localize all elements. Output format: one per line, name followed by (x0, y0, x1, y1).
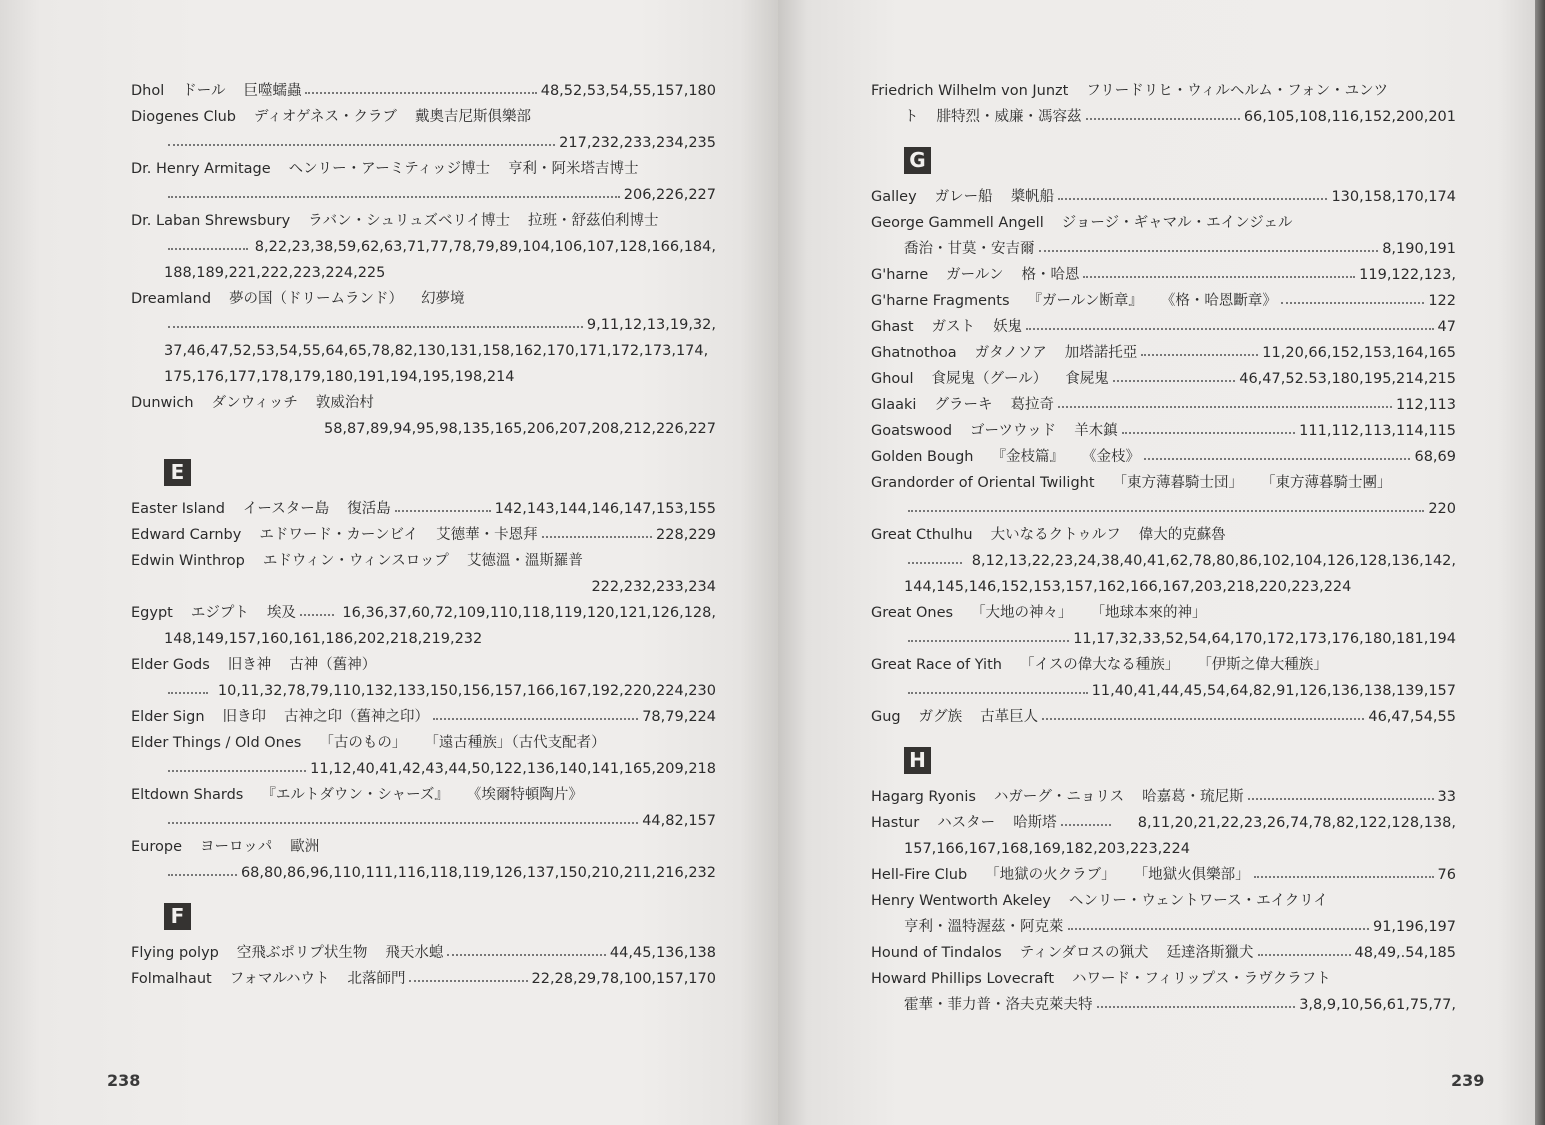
leader-dots (1258, 954, 1351, 956)
entry-pages-cont: 175,176,177,178,179,180,191,194,195,198,214 (164, 369, 515, 385)
entry-pages: 217,232,233,234,235 (559, 135, 716, 151)
leader-dots (908, 640, 1069, 642)
entry-english: Europe (131, 839, 182, 855)
entry-english: Dhol (131, 83, 165, 99)
entry-english: Ghatnothoa (871, 345, 957, 361)
entry-pages: 8,12,13,22,23,24,38,40,41,62,78,80,86,102,104,126,128,136,142, (971, 553, 1456, 569)
entry-japanese: ティンダロスの猟犬 (1019, 945, 1149, 961)
index-entry (131, 548, 716, 600)
entry-english: Hastur (871, 815, 920, 831)
entry-chinese: 亨利・阿米塔吉博士 (508, 161, 639, 177)
entry-chinese: 古革巨人 (980, 709, 1039, 725)
index-entry (131, 104, 716, 156)
entry-pages: 58,87,89,94,95,98,135,165,206,207,208,212,226,227 (323, 421, 716, 437)
leader-dots (447, 954, 606, 956)
entry-chinese: 偉大的克蘇魯 (1138, 527, 1226, 543)
entry-japanese: 「古のもの」 (319, 735, 407, 751)
entry-pages: 68,69 (1414, 449, 1456, 465)
entry-chinese: 歐洲 (290, 839, 320, 855)
entry-pages-cont: 148,149,157,160,161,186,202,218,219,232 (164, 631, 483, 647)
entry-pages: 66,105,108,116,152,200,201 (1243, 109, 1456, 125)
entry-english: Elder Things / Old Ones (131, 735, 302, 751)
leader-dots (908, 562, 962, 564)
entry-english: Dr. Henry Armitage (131, 161, 271, 177)
entry-english: Flying polyp (131, 945, 219, 961)
entry-chinese: 「伊斯之偉大種族」 (1197, 657, 1328, 673)
page-number-left: 238 (107, 1071, 141, 1090)
section-letter-h: H (904, 747, 931, 774)
entry-chinese: 幻夢境 (421, 291, 465, 307)
leader-dots (1254, 876, 1434, 878)
leader-dots (1042, 718, 1364, 720)
entry-chinese: 妖鬼 (993, 319, 1023, 335)
entry-english: Great Race of Yith (871, 657, 1002, 673)
entry-english: Grandorder of Oriental Twilight (871, 475, 1095, 491)
leader-dots (409, 980, 527, 982)
entry-chinese: 霍華・菲力普・洛夫克萊夫特 (904, 997, 1093, 1013)
entry-japanese: 「東方薄暮騎士団」 (1112, 475, 1244, 491)
index-entry (871, 652, 1456, 704)
entry-chinese: 戴奧吉尼斯俱樂部 (415, 109, 531, 125)
leader-dots (542, 536, 652, 538)
entry-english: Hagarg Ryonis (871, 789, 976, 805)
entry-pages: 48,52,53,54,55,157,180 (540, 83, 716, 99)
entry-japanese: ハガーグ・ニョリス (993, 789, 1125, 805)
entry-pages: 222,232,233,234 (591, 579, 716, 595)
entry-english: Elder Sign (131, 709, 205, 725)
index-entry (871, 340, 1456, 366)
entry-pages: 44,45,136,138 (609, 945, 716, 961)
index-entry (871, 600, 1456, 652)
leader-dots (305, 92, 536, 94)
entry-japanese: ドール (182, 83, 226, 99)
entry-chinese: 腓特烈・威廉・馮容茲 (936, 109, 1082, 125)
entry-chinese: 槳帆船 (1010, 189, 1055, 205)
index-entry (131, 208, 716, 286)
index-entry (131, 78, 716, 104)
index-entry (871, 862, 1456, 888)
entry-japanese: 旧き神 (227, 657, 272, 673)
leader-dots (168, 144, 555, 146)
entry-english: Dr. Laban Shrewsbury (131, 213, 291, 229)
entry-japanese: ヨーロッパ (200, 839, 273, 855)
entry-chinese: 葛拉奇 (1010, 397, 1054, 413)
leader-dots (395, 510, 491, 512)
entry-japanese: ディオゲネス・クラブ (254, 109, 397, 125)
index-entry (871, 288, 1456, 314)
leader-dots (168, 326, 583, 328)
leader-dots (1061, 824, 1111, 826)
entry-pages-cont: 157,166,167,168,169,182,203,223,224 (904, 841, 1190, 857)
leader-dots (1068, 928, 1369, 930)
index-entry (131, 390, 716, 442)
leader-dots (168, 874, 237, 876)
entry-japanese: ヘンリー・ウェントワース・エイクリイ (1068, 893, 1328, 909)
index-entry (871, 888, 1456, 940)
entry-english: Ghoul (871, 371, 914, 387)
entry-chinese: 北落師門 (347, 971, 406, 987)
entry-english: Howard Phillips Lovecraft (871, 971, 1055, 987)
entry-english: Edwin Winthrop (131, 553, 245, 569)
entry-japanese: 旧き印 (222, 709, 267, 725)
leader-dots (1039, 250, 1379, 252)
leader-dots (433, 718, 638, 720)
entry-japanese: ヘンリー・アーミティッジ博士 (288, 161, 491, 177)
entry-english: George Gammell Angell (871, 215, 1044, 231)
entry-pages: 11,17,32,33,52,54,64,170,172,173,176,180,181,194 (1073, 631, 1456, 647)
index-entry (871, 522, 1456, 600)
entry-chinese: 加塔諾托亞 (1064, 345, 1138, 361)
index-entry (871, 470, 1456, 522)
entry-chinese: 埃及 (266, 605, 296, 621)
entry-pages: 130,158,170,174 (1331, 189, 1456, 205)
entry-english: Great Cthulhu (871, 527, 973, 543)
entry-chinese: 古神之印（舊神之印） (284, 709, 430, 725)
entry-japanese: エドウィン・ウィンスロップ (262, 553, 449, 569)
entry-chinese: 艾德溫・溫斯羅普 (466, 553, 583, 569)
entry-japanese: フリードリヒ・ウィルヘルム・フォン・ユンツ (1086, 83, 1389, 99)
entry-chinese: 《金枝》 (1081, 449, 1140, 465)
leader-dots (168, 822, 638, 824)
section-letter-f: F (164, 903, 191, 930)
right-page (778, 0, 1535, 1125)
index-entry (871, 210, 1456, 262)
entry-chinese: 艾德華・卡恩拜 (436, 527, 538, 543)
entry-pages: 9,11,12,13,19,32, (586, 317, 716, 333)
entry-chinese: 「遠古種族」（古代支配者） (424, 735, 606, 751)
entry-japanese-cont: ト (904, 109, 919, 125)
entry-japanese: ダンウィッチ (211, 395, 298, 411)
entry-chinese: 羊木鎮 (1074, 423, 1118, 439)
entry-english: Great Ones (871, 605, 954, 621)
entry-japanese: ラバン・シュリュズベリイ博士 (308, 213, 511, 229)
index-entry (871, 78, 1456, 130)
entry-chinese: 敦威治村 (315, 395, 374, 411)
entry-japanese: ガタノソア (974, 345, 1047, 361)
entry-japanese: イースター島 (242, 501, 330, 517)
entry-english: Easter Island (131, 501, 225, 517)
entry-japanese: フォマルハウト (229, 971, 330, 987)
leader-dots (168, 248, 248, 250)
entry-pages: 220 (1428, 501, 1456, 517)
leader-dots (168, 770, 306, 772)
entry-english: G'harne (871, 267, 929, 283)
leader-dots (1026, 328, 1433, 330)
entry-japanese: エジプト (190, 605, 249, 621)
entry-japanese: ガレー船 (934, 189, 993, 205)
index-entry (871, 940, 1456, 966)
entry-japanese: 夢の国（ドリームランド） (229, 291, 404, 307)
entry-japanese: ガールン (946, 267, 1004, 283)
entry-pages: 228,229 (656, 527, 716, 543)
entry-pages: 11,12,40,41,42,43,44,50,122,136,140,141,165,209,218 (310, 761, 716, 777)
entry-pages: 91,196,197 (1372, 919, 1456, 935)
leader-dots (908, 510, 1424, 512)
index-entry (131, 834, 716, 886)
entry-pages: 11,20,66,152,153,164,165 (1262, 345, 1456, 361)
entry-pages: 48,49,.54,185 (1354, 945, 1456, 961)
index-entries-right (871, 78, 1456, 1018)
entry-japanese: ハワード・フィリップス・ラヴクラフト (1072, 971, 1331, 987)
index-entry (871, 262, 1456, 288)
entry-pages: 68,80,86,96,110,111,116,118,119,126,137,150,210,211,216,232 (240, 865, 716, 881)
leader-dots (1141, 354, 1258, 356)
entry-english: Egypt (131, 605, 173, 621)
index-entry (871, 704, 1456, 730)
entry-chinese: 「地球本來的神」 (1090, 605, 1207, 621)
index-entry (131, 156, 716, 208)
entry-english: Gug (871, 709, 901, 725)
book-edge (1535, 0, 1545, 1125)
entry-japanese: 大いなるクトゥルフ (990, 527, 1121, 543)
entry-japanese: 『金枝篇』 (991, 449, 1064, 465)
entry-japanese: 「地獄の火クラブ」 (985, 867, 1116, 883)
index-entries-left (131, 78, 716, 992)
leader-dots (1086, 118, 1240, 120)
entry-pages: 16,36,37,60,72,109,110,118,119,120,121,126,128, (342, 605, 716, 621)
entry-chinese: 「地獄火俱樂部」 (1133, 867, 1250, 883)
leader-dots (168, 196, 620, 198)
page-number-right: 239 (1451, 1071, 1485, 1090)
entry-pages: 78,79,224 (642, 709, 716, 725)
index-entry (131, 522, 716, 548)
entry-english: Hound of Tindalos (871, 945, 1002, 961)
entry-english: Edward Carnby (131, 527, 242, 543)
entry-pages: 111,112,113,114,115 (1299, 423, 1456, 439)
index-entry (131, 496, 716, 522)
entry-pages-cont: 188,189,221,222,223,224,225 (164, 265, 386, 281)
entry-japanese: ガグ族 (918, 709, 963, 725)
entry-english: Elder Gods (131, 657, 210, 673)
entry-pages: 44,82,157 (642, 813, 716, 829)
entry-chinese: 廷達洛斯獵犬 (1166, 945, 1254, 961)
index-entry (131, 652, 716, 704)
leader-dots (1097, 1006, 1296, 1008)
index-entry (131, 940, 716, 966)
entry-english: Golden Bough (871, 449, 974, 465)
entry-japanese: 「イスの偉大なる種族」 (1019, 657, 1180, 673)
entry-pages: 22,28,29,78,100,157,170 (531, 971, 716, 987)
entry-pages: 76 (1437, 867, 1456, 883)
entry-pages: 119,122,123, (1359, 267, 1456, 283)
entry-chinese: 「東方薄暮騎士團」 (1261, 475, 1392, 491)
index-entry (871, 784, 1456, 810)
leader-dots (908, 692, 1088, 694)
index-entry (871, 444, 1456, 470)
entry-pages: 206,226,227 (623, 187, 716, 203)
entry-japanese: 食屍鬼（グール） (931, 371, 1048, 387)
index-entry (131, 966, 716, 992)
index-entry (871, 392, 1456, 418)
index-entry (871, 810, 1456, 862)
entry-english: Folmalhaut (131, 971, 212, 987)
leader-dots (1083, 276, 1355, 278)
section-letter-e: E (164, 459, 191, 486)
entry-chinese: 巨噬蠕蟲 (243, 83, 302, 99)
entry-pages: 142,143,144,146,147,153,155 (494, 501, 716, 517)
entry-pages: 8,11,20,21,22,23,26,74,78,82,122,128,138, (1137, 815, 1456, 831)
entry-chinese: 古神（舊神） (289, 657, 377, 673)
entry-japanese: エドワード・カーンビイ (259, 527, 419, 543)
entry-english: G'harne Fragments (871, 293, 1010, 309)
entry-english: Diogenes Club (131, 109, 237, 125)
entry-pages: 8,190,191 (1382, 241, 1456, 257)
entry-japanese: 『ガールン断章』 (1027, 293, 1143, 309)
entry-chinese: 哈斯塔 (1013, 815, 1057, 831)
entry-pages: 11,40,41,44,45,54,64,82,91,126,136,138,139,157 (1091, 683, 1456, 699)
entry-chinese: 復活島 (347, 501, 391, 517)
entry-pages: 3,8,9,10,56,61,75,77, (1299, 997, 1456, 1013)
leader-dots (1058, 198, 1327, 200)
entry-chinese: 喬治・甘莫・安吉爾 (904, 241, 1035, 257)
entry-chinese: 食屍鬼 (1065, 371, 1109, 387)
entry-japanese: 「大地の神々」 (971, 605, 1073, 621)
entry-english: Glaaki (871, 397, 917, 413)
index-entry (131, 730, 716, 782)
index-entry (871, 966, 1456, 1018)
entry-english: Friedrich Wilhelm von Junzt (871, 83, 1069, 99)
entry-english: Goatswood (871, 423, 953, 439)
entry-english: Dreamland (131, 291, 212, 307)
entry-pages: 33 (1437, 789, 1456, 805)
index-entry (131, 600, 716, 652)
leader-dots (1281, 302, 1424, 304)
entry-pages: 8,22,23,38,59,62,63,71,77,78,79,89,104,106,107,128,166,184, (254, 239, 716, 255)
entry-pages-cont: 37,46,47,52,53,54,55,64,65,78,82,130,131,158,162,170,171,172,173,174, (164, 343, 709, 359)
entry-chinese: 亨利・溫特渥茲・阿克萊 (904, 919, 1064, 935)
entry-japanese: ハスター (937, 815, 996, 831)
entry-chinese: 飛天水螅 (385, 945, 444, 961)
index-entry (871, 184, 1456, 210)
entry-english: Hell-Fire Club (871, 867, 968, 883)
entry-chinese: 拉班・舒茲伯利博士 (528, 213, 659, 229)
leader-dots (300, 614, 334, 616)
entry-japanese: グラーキ (934, 397, 993, 413)
entry-japanese: ゴーツウッド (970, 423, 1057, 439)
index-entry (871, 314, 1456, 340)
leader-dots (168, 692, 208, 694)
entry-pages-cont: 144,145,146,152,153,157,162,166,167,203,218,220,223,224 (904, 579, 1352, 595)
entry-chinese: 《埃爾特頓陶片》 (466, 787, 583, 803)
entry-chinese: 《格・哈恩斷章》 (1160, 293, 1277, 309)
index-entry (871, 418, 1456, 444)
leader-dots (1248, 798, 1434, 800)
leader-dots (1144, 458, 1411, 460)
entry-chinese: 哈嘉葛・琉尼斯 (1142, 789, 1244, 805)
leader-dots (1122, 432, 1295, 434)
index-entry (131, 704, 716, 730)
index-entry (131, 286, 716, 390)
entry-pages: 112,113 (1396, 397, 1456, 413)
entry-pages: 10,11,32,78,79,110,132,133,150,156,157,166,167,192,220,224,230 (217, 683, 716, 699)
entry-pages: 46,47,52.53,180,195,214,215 (1239, 371, 1456, 387)
entry-japanese: ガスト (931, 319, 976, 335)
entry-japanese: 空飛ぶポリプ状生物 (236, 945, 368, 961)
index-entry (871, 366, 1456, 392)
entry-english: Galley (871, 189, 917, 205)
entry-japanese: ジョージ・ギャマル・エインジェル (1061, 215, 1293, 231)
entry-pages: 47 (1437, 319, 1456, 335)
entry-japanese: 『エルトダウン・シャーズ』 (261, 787, 449, 803)
entry-english: Ghast (871, 319, 914, 335)
section-letter-g: G (904, 147, 931, 174)
entry-english: Henry Wentworth Akeley (871, 893, 1051, 909)
index-entry (131, 782, 716, 834)
entry-english: Dunwich (131, 395, 194, 411)
entry-pages: 46,47,54,55 (1368, 709, 1456, 725)
entry-pages: 122 (1428, 293, 1456, 309)
leader-dots (1113, 380, 1235, 382)
entry-chinese: 格・哈恩 (1021, 267, 1080, 283)
leader-dots (1058, 406, 1392, 408)
entry-english: Eltdown Shards (131, 787, 244, 803)
